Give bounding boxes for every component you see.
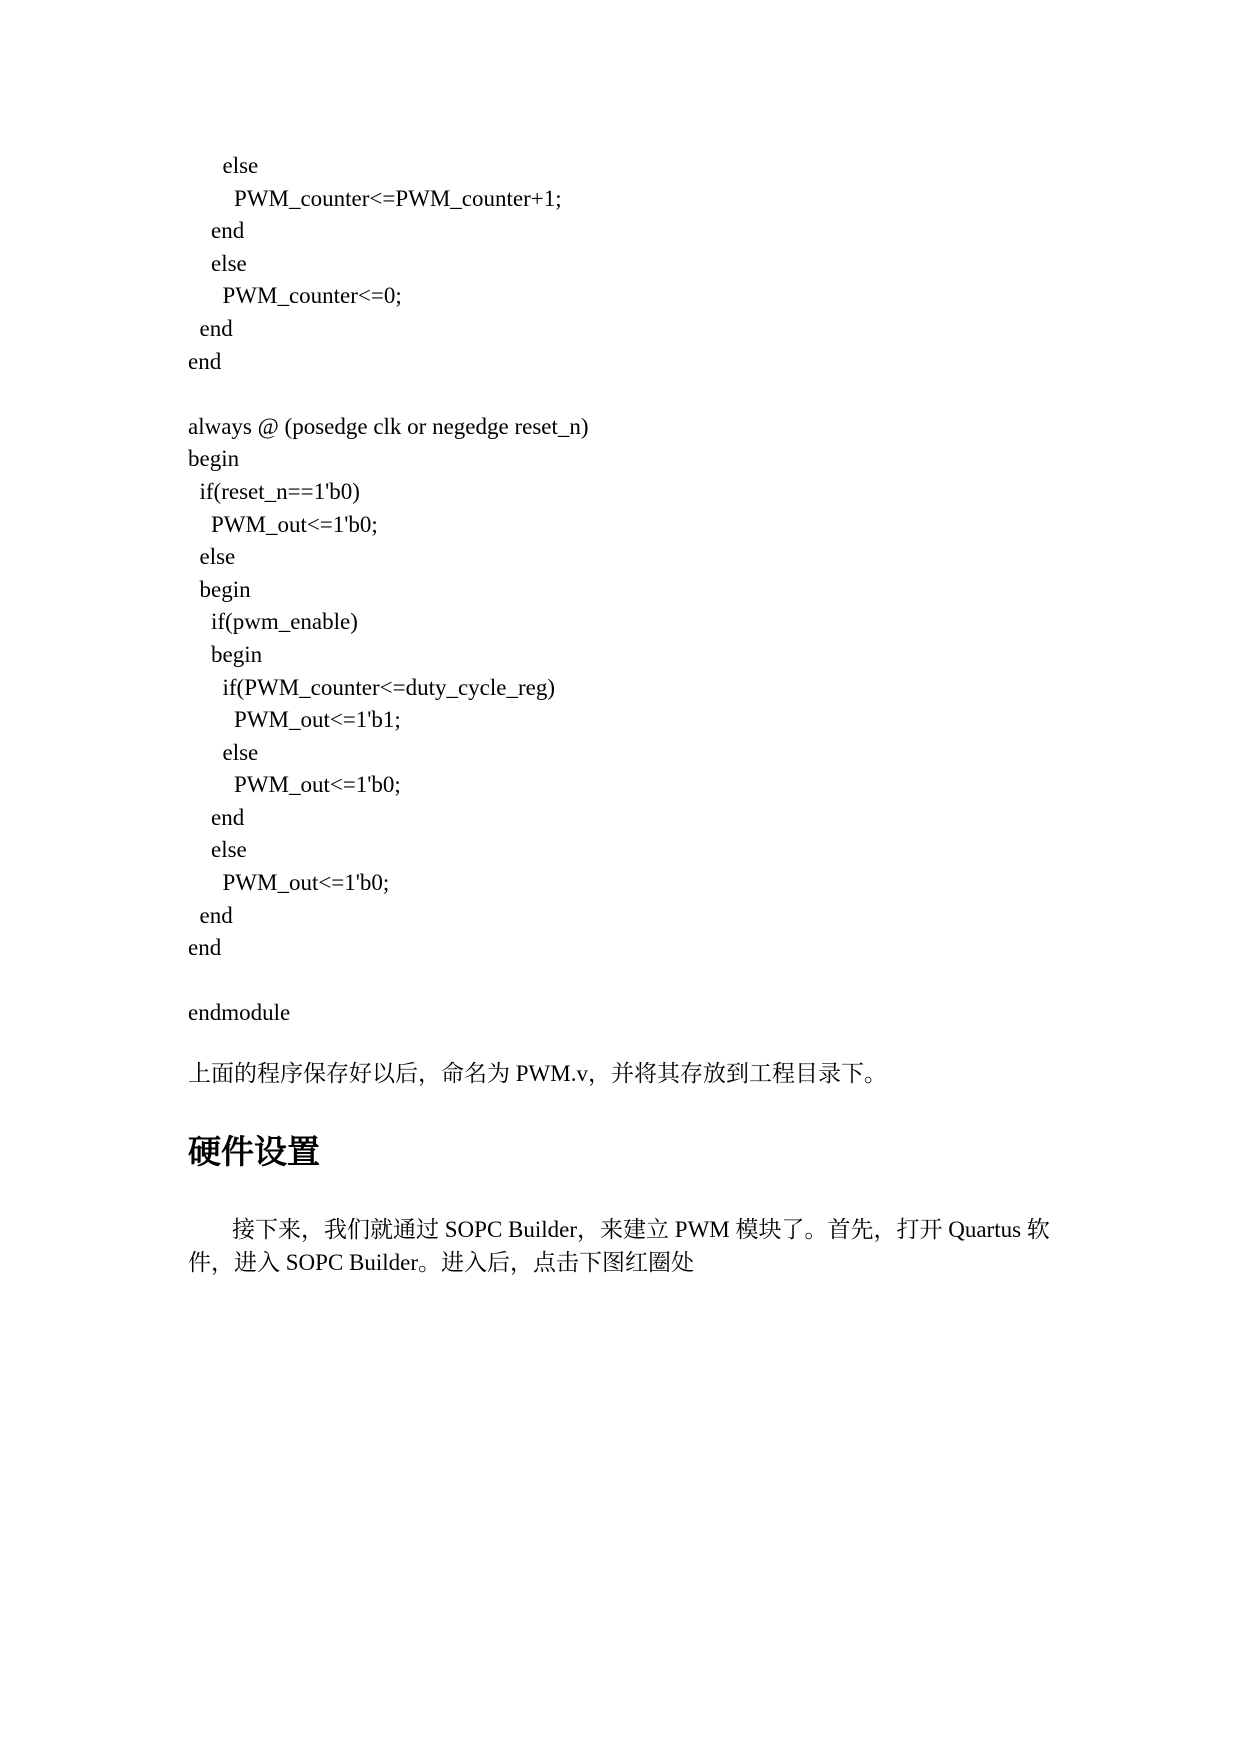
code-line: if(reset_n==1'b0) [188, 478, 360, 504]
code-line: end [188, 315, 233, 341]
code-line [188, 378, 589, 411]
code-line: else [188, 153, 259, 178]
code-line: PWM_out<=1'b0; [188, 511, 378, 537]
code-line: PWM_counter<=PWM_counter+1; [188, 185, 562, 211]
intro-paragraph: 接下来，我们就通过 SOPC Builder，来建立 PWM 模块了。首先，打开 Quartus 软件，进入 SOPC Builder。进入后，点击下图红圈处 [188, 1217, 1050, 1275]
code-line: begin [188, 446, 240, 472]
code-line [188, 965, 589, 998]
code-line: else [188, 837, 247, 863]
code-line: PWM_out<=1'b0; [188, 772, 401, 798]
code-line: else [188, 544, 236, 570]
code-line: if(pwm_enable) [188, 609, 358, 635]
code-line: else [188, 739, 259, 765]
code-line: end [188, 935, 222, 961]
code-line: end [188, 804, 245, 830]
verilog-code-block [188, 150, 589, 1030]
code-line: end [188, 218, 245, 244]
code-line: PWM_counter<=0; [188, 283, 402, 309]
section-heading-hardware-settings: 硬件设置 [188, 1132, 320, 1171]
code-line: PWM_out<=1'b1; [188, 707, 401, 733]
code-line: end [188, 348, 222, 374]
code-line: begin [188, 641, 263, 667]
code-line: endmodule [188, 1000, 291, 1026]
code-line: else [188, 250, 247, 276]
code-line: always @ (posedge clk or negedge reset_n) [188, 413, 589, 439]
code-line: PWM_out<=1'b0; [188, 870, 390, 896]
code-line: begin [188, 576, 251, 602]
save-instructions-paragraph: 上面的程序保存好以后，命名为 PWM.v，并将其存放到工程目录下。 [188, 1061, 887, 1086]
code-line: end [188, 902, 233, 928]
code-line: if(PWM_counter<=duty_cycle_reg) [188, 674, 556, 700]
